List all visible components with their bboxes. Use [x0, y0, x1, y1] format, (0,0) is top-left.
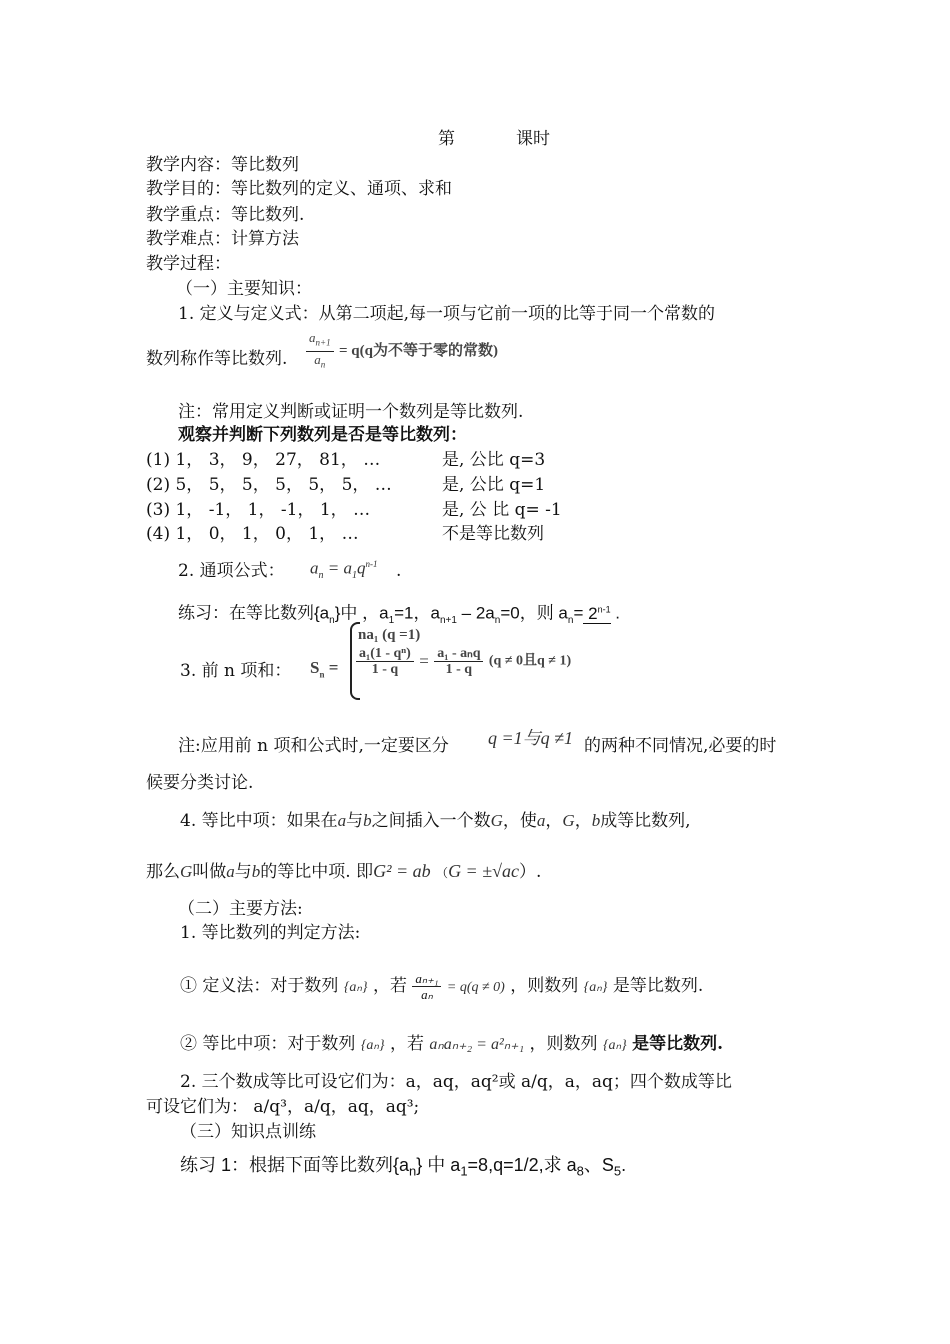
general-term-label: 2. 通项公式： — [178, 561, 285, 581]
three-numbers-line1: 2. 三个数成等比可设它们为：a，aq，aq²或 a/q，a，aq；四个数成等比 — [180, 1072, 732, 1092]
mean-line2: 那么G叫做a与b的等比中项. 即G² = ab （G = ±√ac）. — [146, 861, 542, 882]
sum-note-a: 注:应用前 n 项和公式时,一定要区分 — [178, 736, 449, 756]
definition-line1: 1. 定义与定义式：从第二项起,每一项与它前一项的比等于同一个常数的 — [178, 304, 716, 324]
sum-case1: na₁ (q =1) — [358, 627, 421, 643]
exercise-1: 练习 1：根据下面等比数列$\{a_n\}$ 中 $a_1=8,q=1/2$,求 $a_8$、$S_5$. — [180, 1155, 627, 1179]
section2-title: （二）主要方法: — [178, 899, 303, 919]
sum-note-c: 候要分类讨论. — [146, 773, 254, 793]
definition-line2: 数列称作等比数列. — [146, 349, 288, 369]
meta-process: 教学过程： — [146, 254, 231, 274]
example-2-seq: (2) 5， 5， 5， 5， 5， 5， … — [146, 475, 392, 495]
example-1-seq: (1) 1， 3， 9， 27， 81， … — [146, 450, 381, 470]
header-keshi: 课时 — [516, 129, 550, 149]
example-3-ans: 是, 公 比 q= -1 — [442, 500, 562, 520]
example-1-ans: 是, 公比 q=3 — [442, 450, 546, 470]
sum-note-b: 的两种不同情况,必要的时 — [584, 736, 777, 756]
mean-line1: 4. 等比中项：如果在a与b之间插入一个数G，使a，G，b成等比数列, — [180, 811, 691, 831]
sum-note-math: q =1与q ≠1 — [488, 728, 574, 748]
header-di: 第 — [438, 129, 455, 149]
sum-label: 3. 前 n 项和： — [180, 661, 292, 681]
method2-line: ② 等比中项：对于数列 {aₙ} ，若 aₙaₙ₊₂ = a²ₙ₊₁ ，则数列 {aₙ} 是等比数列. — [180, 1034, 724, 1054]
practice-answer: 2$^{n-1}$ — [583, 603, 611, 623]
definition-formula: $\frac{a_{n+1}}{a_n}$ = q(q为不等于零的常数) — [306, 330, 498, 372]
sum-case2: $\frac{\text{a₁(1 - qⁿ)}}{1 - q}$ = $\frac{\text{a₁ - aₙq}}{1 - q}$ (q ≠ 0且q ≠ 1) — [356, 646, 571, 677]
meta-keypoint: 教学重点：等比数列. — [146, 205, 305, 225]
note-definition: 注：常用定义判断或证明一个数列是等比数列. — [178, 402, 524, 422]
section3-title: （三）知识点训练 — [180, 1122, 316, 1142]
general-term-end: . — [396, 561, 402, 581]
judge-heading: 1. 等比数列的判定方法: — [180, 923, 361, 943]
meta-objective: 教学目的：等比数列的定义、通项、求和 — [146, 179, 452, 199]
sum-symbol: $S_n$ = — [310, 658, 339, 680]
section1-title: （一）主要知识： — [176, 279, 312, 299]
practice-line: 练习：在等比数列$\{a_n\}$中 ，$a_1=1$，$a_{n+1} - 2a_n=0$，则 $a_n= 2^{n-1}$ . — [178, 603, 621, 627]
example-4-seq: (4) 1， 0， 1， 0， 1， … — [146, 524, 359, 544]
example-2-ans: 是, 公比 q=1 — [442, 475, 546, 495]
three-numbers-line2: 可设它们为： a/q³，a/q，aq，aq³; — [146, 1097, 420, 1117]
general-term-formula: $a_n = a_1q^{n-1}$ — [310, 558, 378, 582]
meta-difficulty: 教学难点：计算方法 — [146, 229, 299, 249]
example-4-ans: 不是等比数列 — [442, 524, 544, 544]
observe-heading: 观察并判断下列数列是否是等比数列： — [178, 425, 467, 445]
meta-content: 教学内容：等比数列 — [146, 155, 299, 175]
example-3-seq: (3) 1， -1， 1， -1， 1， … — [146, 500, 371, 520]
method1-line: ① 定义法：对于数列 {aₙ} ，若 $\frac{\text{aₙ₊₁}}{\text{aₙ}}$ = q(q ≠ 0) ，则数列 {aₙ} 是等比数列. — [180, 971, 704, 1002]
definition-fraction: $\frac{a_{n+1}}{a_n}$ — [306, 330, 334, 372]
